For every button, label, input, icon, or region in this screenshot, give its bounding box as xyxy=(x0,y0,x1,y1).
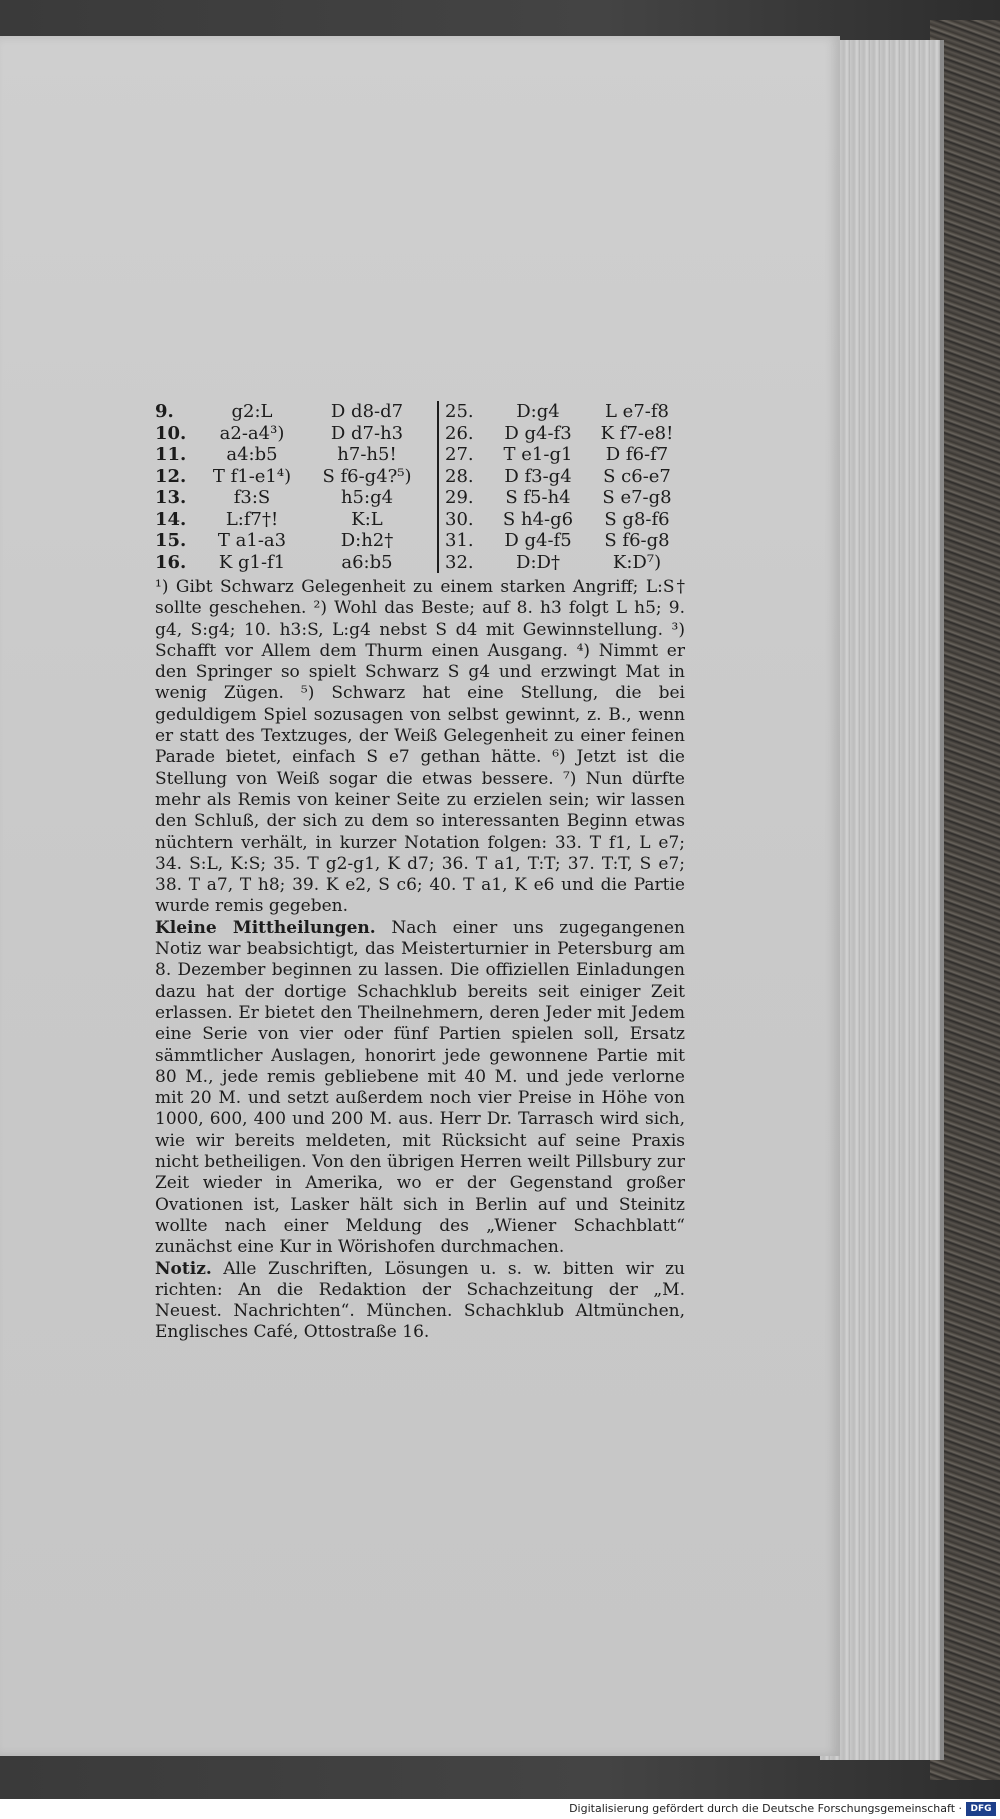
move-row xyxy=(155,530,433,552)
annotations xyxy=(155,577,685,1344)
page-content xyxy=(155,401,685,1344)
white-move: D:D† xyxy=(516,551,560,573)
dfg-logo: DFG xyxy=(966,1802,996,1816)
white-move: T e1-g1 xyxy=(503,444,573,465)
section-text: Nach einer uns zugegangenen Notiz war beabsichtigt, das Meisterturnier in Petersburg am 8. Dezember beginnen zu lassen. Die offiziellen Einladungen dazu hat der dortige Schachklub bereits seit einiger Zeit erlassen. Er bietet den Theilnehmern, deren Jeder mit Jedem eine Serie von vier oder fünf Partien spielen soll, Ersatz sämmtlicher Auslagen, honorirt jede gewonnene Partie mit 80 M., jede remis gebliebene mit 40 M. und jede verlorne mit 20 M. und setzt außerdem noch vier Preise in Höhe von 1000, 600, 400 und 200 M. aus. Herr Dr. Tarrasch wird sich, wie wir bereits meldeten, mit Rücksicht auf seine Praxis nicht betheiligen. Von den übrigen Herren weilt Pillsbury zur Zeit wieder in Amerika, wo er der Gegenstand großer Ovationen ist, Lasker hält sich in Berlin auf und Steinitz wollte nach einer Meldung des „Wiener Schachblatt“ zunächst eine Kur in Wörishofen durchmachen. xyxy=(155,917,685,1258)
white-move: D:g4 xyxy=(516,401,560,422)
move-number: 13. xyxy=(155,487,187,508)
book-page xyxy=(0,36,840,1756)
black-move: S f6-g8 xyxy=(604,530,670,551)
black-move: S g8-f6 xyxy=(604,508,670,530)
black-move: S e7-g8 xyxy=(602,487,672,508)
white-move: D f3-g4 xyxy=(504,465,572,487)
white-move: f3:S xyxy=(233,487,271,508)
move-number: 27. xyxy=(445,444,474,465)
move-number: 9. xyxy=(155,401,174,422)
move-row xyxy=(155,552,433,574)
white-move: a4:b5 xyxy=(226,444,278,465)
move-number: 26. xyxy=(445,422,474,444)
footer-credit: Digitalisierung gefördert durch die Deutsche Forschungsgemeinschaft · xyxy=(569,1802,962,1815)
news-paragraph xyxy=(155,918,685,1259)
section-heading: Kleine Mittheilungen. xyxy=(155,917,376,938)
black-move: S c6-e7 xyxy=(603,465,671,487)
notice-paragraph xyxy=(155,1259,685,1344)
move-row xyxy=(445,509,681,531)
black-move: D f6-f7 xyxy=(605,444,669,465)
white-move: K g1-f1 xyxy=(218,551,286,573)
moves-column-right xyxy=(439,401,681,573)
notice-text: Alle Zuschriften, Lösungen u. s. w. bitten wir zu richten: An die Redaktion der Schachzeitung der „M. Neuest. Nachrichten“. München. Schachklub Altmünchen, Englisches Café, Ottostraße 16. xyxy=(155,1258,685,1343)
move-row xyxy=(155,487,433,509)
move-row xyxy=(445,552,681,574)
black-move: h5:g4 xyxy=(340,487,394,508)
white-move: T f1-e1⁴) xyxy=(212,465,292,487)
move-row xyxy=(155,509,433,531)
move-row xyxy=(155,444,433,466)
white-move: D g4-f3 xyxy=(504,422,572,444)
white-move: D g4-f5 xyxy=(504,530,572,551)
move-row xyxy=(445,487,681,509)
white-move: g2:L xyxy=(231,401,273,422)
move-number: 31. xyxy=(445,530,474,551)
black-move: L e7-f8 xyxy=(605,401,669,422)
black-move: D:h2† xyxy=(340,530,394,551)
move-number: 10. xyxy=(155,422,187,444)
move-number: 30. xyxy=(445,508,474,530)
white-move: a2-a4³) xyxy=(219,422,285,444)
move-number: 12. xyxy=(155,465,187,487)
black-move: K:D⁷) xyxy=(612,551,662,573)
move-row xyxy=(445,423,681,445)
move-number: 29. xyxy=(445,487,474,508)
move-number: 32. xyxy=(445,551,474,573)
move-number: 25. xyxy=(445,401,474,422)
white-move: S f5-h4 xyxy=(505,487,571,508)
move-row xyxy=(445,530,681,552)
black-move: K f7-e8! xyxy=(600,422,674,444)
move-row xyxy=(445,401,681,423)
white-move: S h4-g6 xyxy=(502,508,574,530)
black-move: K:L xyxy=(351,508,383,530)
move-number: 11. xyxy=(155,444,187,465)
white-move: T a1-a3 xyxy=(217,530,287,551)
moves-table xyxy=(155,401,685,573)
move-number: 15. xyxy=(155,530,187,551)
move-row xyxy=(445,466,681,488)
move-row xyxy=(155,423,433,445)
move-row xyxy=(155,401,433,423)
move-number: 28. xyxy=(445,465,474,487)
move-number: 16. xyxy=(155,551,187,573)
move-number: 14. xyxy=(155,508,187,530)
black-move: D d8-d7 xyxy=(330,401,404,422)
footnotes-paragraph: ¹) Gibt Schwarz Gelegenheit zu einem starken Angriff; L:S† sollte geschehen. ²) Wohl das Beste; auf 8. h3 folgt L h5; 9. g4, S:g4; 10. h3:S, L:g4 nebst S d4 mit Gewinnstellung. ³) Schafft vor Allem dem Thurm einen Ausgang. ⁴) Nimmt er den Springer so spielt Schwarz S g4 und erzwingt Mat in wenig Zügen. ⁵) Schwarz hat eine Stellung, die bei geduldigem Spiel sozusagen von selbst gewinnt, z. B., wenn er statt des Textzuges, der Weiß Gelegenheit zu einer feinen Parade bietet, einfach S e7 gethan hätte. ⁶) Jetzt ist die Stellung von Weiß sogar die etwas bessere. ⁷) Nun dürfte mehr als Remis von keiner Seite zu erzielen sein; wir lassen den Schluß, der sich zu dem so interessanten Beginn etwas nüchtern verhält, in kurzer Notation folgen: 33. T f1, L e7; 34. S:L, K:S; 35. T g2-g1, K d7; 36. T a1, T:T; 37. T:T, S e7; 38. T a7, T h8; 39. K e2, S c6; 40. T a1, K e6 und die Partie wurde remis gegeben. xyxy=(155,577,685,917)
white-move: L:f7†! xyxy=(225,508,279,530)
black-move: D d7-h3 xyxy=(330,422,404,444)
move-row xyxy=(155,466,433,488)
black-move: a6:b5 xyxy=(341,551,393,573)
black-move: h7-h5! xyxy=(337,444,397,465)
footer-bar xyxy=(0,1799,1000,1819)
notice-heading: Notiz. xyxy=(155,1258,212,1279)
move-row xyxy=(445,444,681,466)
moves-column-left xyxy=(155,401,439,573)
black-move: S f6-g4?⁵) xyxy=(322,465,412,487)
